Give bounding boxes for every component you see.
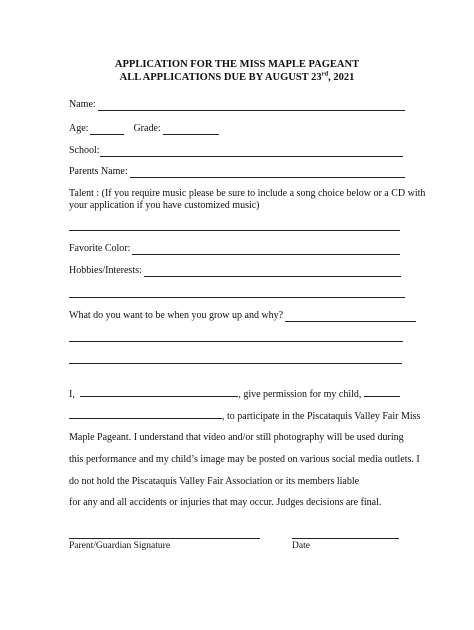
deadline-ordinal: rd	[321, 70, 329, 78]
permission-line-2	[69, 409, 420, 423]
deadline-text: ALL APPLICATIONS DUE BY AUGUST 23	[119, 72, 322, 83]
name-label: Name:	[69, 99, 96, 110]
talent-field[interactable]	[69, 230, 400, 231]
age-field[interactable]	[90, 124, 124, 135]
name-row	[69, 99, 405, 111]
permission-line-4: this performance and my child’s image may be posted on various social media outlets. I	[69, 454, 420, 465]
school-label: School:	[69, 145, 100, 156]
parents-row	[69, 166, 405, 178]
permission-line-3: Maple Pageant. I understand that video and/or still photography will be used during	[69, 432, 404, 443]
deadline-year: , 2021	[328, 72, 355, 83]
signature-label: Parent/Guardian Signature	[69, 541, 171, 551]
grade-label: Grade:	[133, 123, 161, 134]
school-field[interactable]	[100, 146, 403, 157]
age-grade-row	[69, 123, 219, 135]
permission-line-1	[69, 387, 400, 401]
grow-up-field-3[interactable]	[69, 363, 402, 364]
talent-line-1: Talent : (If you require music please be sure to include a song choice below or a CD with	[69, 188, 426, 199]
grow-up-label: What do you want to be when you grow up and why?	[69, 310, 284, 321]
hobbies-label: Hobbies/Interests:	[69, 265, 142, 276]
grow-up-field[interactable]	[285, 311, 416, 322]
parents-label: Parents Name:	[69, 166, 128, 177]
grow-up-row	[69, 310, 416, 322]
date-field[interactable]	[292, 538, 399, 539]
grow-up-field-2[interactable]	[69, 341, 403, 342]
grade-field[interactable]	[163, 124, 219, 135]
color-row	[69, 243, 400, 255]
color-label: Favorite Color:	[69, 243, 131, 254]
form-title: APPLICATION FOR THE MISS MAPLE PAGEANT	[114, 59, 360, 70]
form-deadline	[0, 71, 474, 84]
color-field[interactable]	[132, 244, 400, 255]
parent-name-field[interactable]	[80, 387, 238, 397]
age-label: Age:	[69, 123, 89, 134]
date-label: Date	[292, 541, 310, 551]
name-field[interactable]	[98, 100, 405, 111]
hobbies-field[interactable]	[144, 266, 401, 277]
permission-i-label: I,	[69, 389, 75, 400]
permission-line-5: do not hold the Piscataquis Valley Fair Association or its members liable	[69, 476, 360, 487]
hobbies-field-extra[interactable]	[69, 297, 405, 298]
signature-field[interactable]	[69, 538, 260, 539]
child-name-field-2[interactable]	[69, 409, 222, 419]
hobbies-row	[69, 265, 401, 277]
parents-field[interactable]	[130, 167, 405, 178]
permission-line-6: for any and all accidents or injuries that may occur. Judges decisions are final.	[69, 497, 382, 508]
talent-line-2: your application if you have customized music)	[69, 200, 260, 211]
permission-participate-text: , to participate in the Piscataquis Valley Fair Miss	[222, 411, 421, 422]
child-name-field[interactable]	[364, 387, 400, 397]
school-row	[69, 145, 403, 157]
permission-give-text: , give permission for my child,	[238, 389, 362, 400]
